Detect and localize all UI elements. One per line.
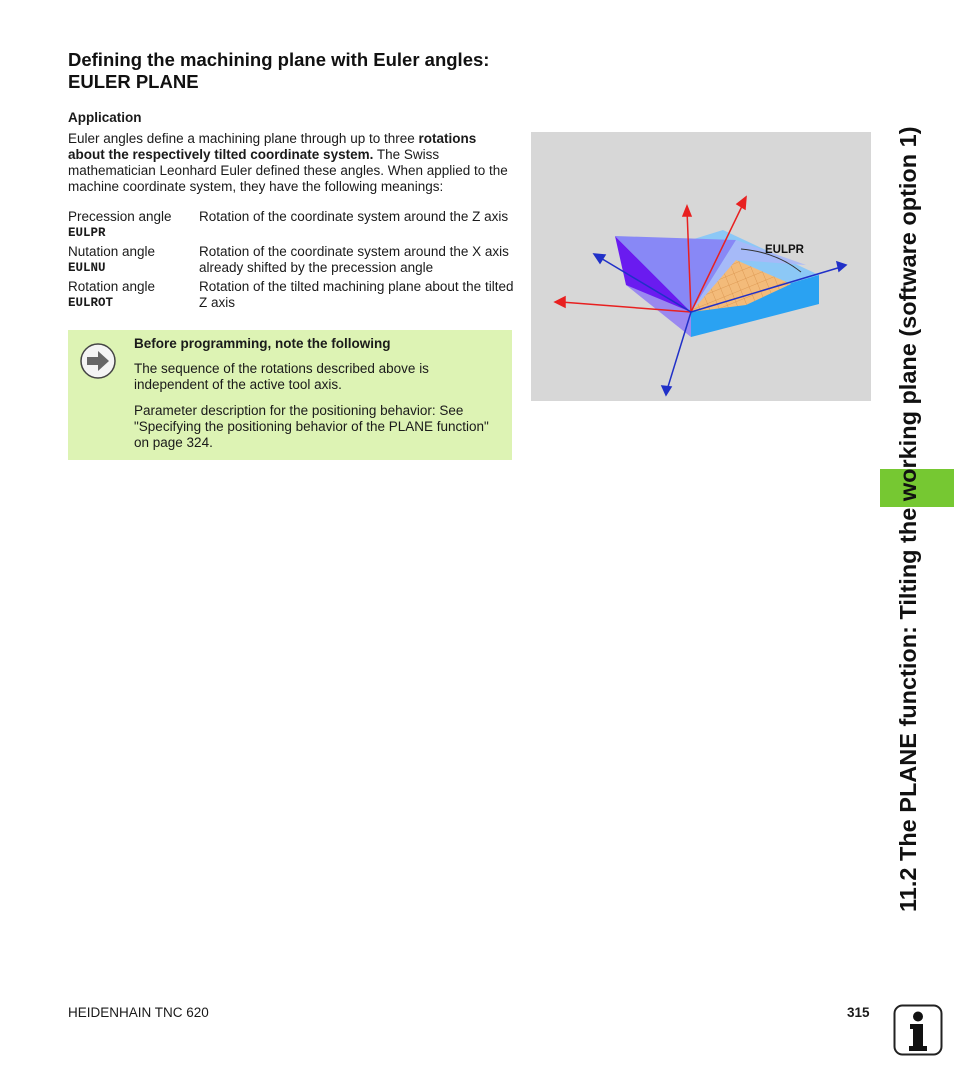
footer-product: HEIDENHAIN TNC 620 bbox=[68, 1005, 209, 1020]
note-paragraph-2: Parameter description for the positioning behavior: See "Specifying the positioning behavior of the PLANE function" on page 324. bbox=[134, 403, 489, 450]
definition-list bbox=[68, 209, 514, 314]
intro-paragraph bbox=[68, 131, 514, 195]
definition-term: Rotation angle bbox=[68, 279, 156, 294]
definition-row-nutation bbox=[68, 244, 514, 276]
page-title-line-2: EULER PLANE bbox=[68, 71, 199, 92]
page-title bbox=[68, 49, 489, 93]
info-icon bbox=[893, 1004, 943, 1056]
definition-description: Rotation of the tilted machining plane about the tilted Z axis bbox=[199, 279, 514, 310]
intro-bold: rotations about the respectively tilted coordinate system. bbox=[68, 131, 477, 162]
definition-code: EULROT bbox=[68, 296, 114, 310]
page-title-line-1: Defining the machining plane with Euler angles: bbox=[68, 49, 490, 70]
euler-plane-figure bbox=[531, 132, 871, 401]
definition-term: Precession angle bbox=[68, 209, 172, 224]
section-heading-application: Application bbox=[68, 110, 142, 125]
note-heading: Before programming, note the following bbox=[134, 336, 391, 351]
note-paragraph-1: The sequence of the rotations described above is independent of the active tool axis. bbox=[134, 361, 429, 392]
chapter-side-title: 11.2 The PLANE function: Tilting the working plane (software option 1) bbox=[895, 126, 921, 912]
page-number: 315 bbox=[847, 1005, 870, 1020]
definition-row-rotation bbox=[68, 279, 514, 311]
note-box bbox=[68, 330, 512, 460]
definition-description: Rotation of the coordinate system around the Z axis bbox=[199, 209, 509, 224]
arrow-right-icon bbox=[79, 342, 117, 385]
intro-text-2: The Swiss mathematician Leonhard Euler defined these angles. When applied to the machine coordinate system, they have the following meanings: bbox=[68, 147, 508, 194]
definition-term: Nutation angle bbox=[68, 244, 156, 259]
eulpr-label: EULPR bbox=[765, 244, 804, 256]
definition-code: EULPR bbox=[68, 226, 106, 240]
definition-code: EULNU bbox=[68, 261, 106, 275]
definition-description: Rotation of the coordinate system around the X axis already shifted by the precession angle bbox=[199, 244, 509, 275]
definition-row-precession bbox=[68, 209, 514, 241]
intro-text-1: Euler angles define a machining plane through up to three bbox=[68, 131, 419, 146]
